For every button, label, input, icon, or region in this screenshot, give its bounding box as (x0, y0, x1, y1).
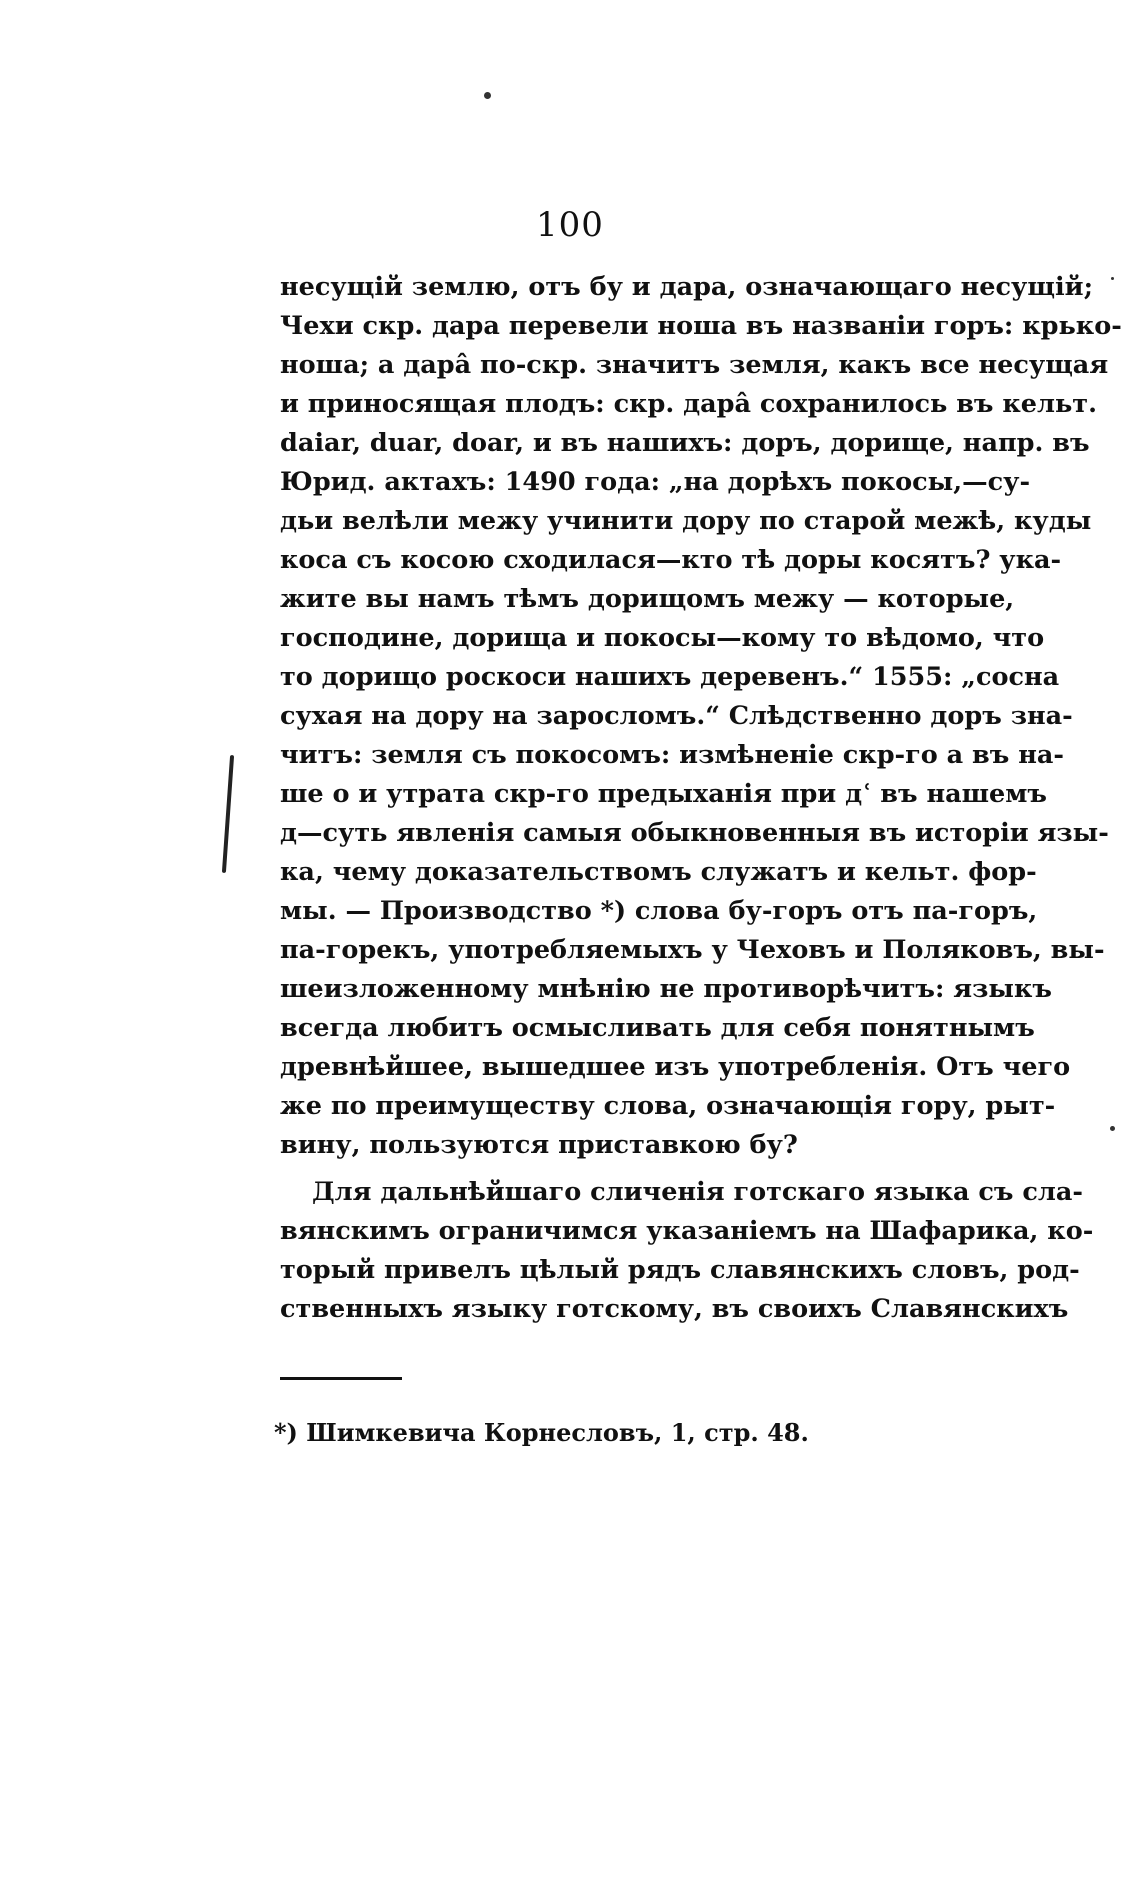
text-line: ше о и утрата скр-го предыханія при дʿ въ нашемъ (280, 779, 1047, 809)
text-line: ноша; а дарâ по-скр. значитъ земля, какъ все несущая (280, 350, 1109, 380)
text-line: же по преимуществу слова, означающія гору, рыт- (280, 1091, 1056, 1121)
text-line: и приносящая плодъ: скр. дарâ сохранилось въ кельт. (280, 389, 1097, 419)
body-text (280, 268, 1122, 1329)
text-line: сухая на дору на заросломъ.“ Слѣдственно доръ зна- (280, 701, 1073, 731)
page-number: 100 (536, 205, 604, 245)
text-line: Для дальнѣйшаго сличенія готскаго языка съ сла- (312, 1177, 1083, 1207)
print-speck (1111, 277, 1114, 280)
footnote: *) Шимкевича Корнесловъ, 1, стр. 48. (274, 1418, 809, 1447)
text-line: вянскимъ ограничимся указаніемъ на Шафарика, ко- (280, 1216, 1094, 1246)
text-line: Юрид. актахъ: 1490 года: „на дорѣхъ покосы,—су- (280, 467, 1031, 497)
text-line: па-горекъ, употребляемыхъ у Чеховъ и Поляковъ, вы- (280, 935, 1105, 965)
text-line: несущій землю, отъ бу и дара, означающаго несущій; (280, 272, 1093, 302)
text-line: всегда любитъ осмысливать для себя понятнымъ (280, 1013, 1035, 1043)
text-line: Чехи скр. дара перевели ноша въ названіи горъ: крько- (280, 311, 1122, 341)
paragraph-gap (280, 1165, 985, 1173)
text-line: коса съ косою сходилася—кто тѣ доры косятъ? ука- (280, 545, 1062, 575)
margin-mark (222, 755, 234, 873)
text-line: шеизложенному мнѣнію не противорѣчитъ: языкъ (280, 974, 1052, 1004)
text-line: жите вы намъ тѣмъ дорищомъ межу — которые, (280, 584, 1015, 614)
print-speck (1110, 1126, 1115, 1131)
text-line: то дорищо роскоси нашихъ деревенъ.“ 1555: „сосна (280, 662, 1060, 692)
text-line: древнѣйшее, вышедшее изъ употребленія. Отъ чего (280, 1052, 1071, 1082)
text-line: торый привелъ цѣлый рядъ славянскихъ словъ, род- (280, 1255, 1080, 1285)
text-line: daiar, duar, doar, и въ нашихъ: доръ, дорище, напр. въ (280, 428, 1090, 458)
text-line: вину, пользуются приставкою бу? (280, 1130, 798, 1160)
print-speck (484, 92, 491, 99)
text-line: читъ: земля съ покосомъ: измѣненіе скр-го а въ на- (280, 740, 1064, 770)
text-line: мы. — Производство *) слова бу-горъ отъ па-горъ, (280, 896, 1038, 926)
footnote-divider (280, 1377, 402, 1380)
text-line: д—суть явленія самыя обыкновенныя въ исторіи язы- (280, 818, 1109, 848)
text-line: господине, дорища и покосы—кому то вѣдомо, что (280, 623, 1045, 653)
text-line: дьи велѣли межу учинити дору по старой межѣ, куды (280, 506, 1092, 536)
text-line: ка, чему доказательствомъ служатъ и кельт. фор- (280, 857, 1037, 887)
text-line: ственныхъ языку готскому, въ своихъ Славянскихъ (280, 1294, 1069, 1324)
